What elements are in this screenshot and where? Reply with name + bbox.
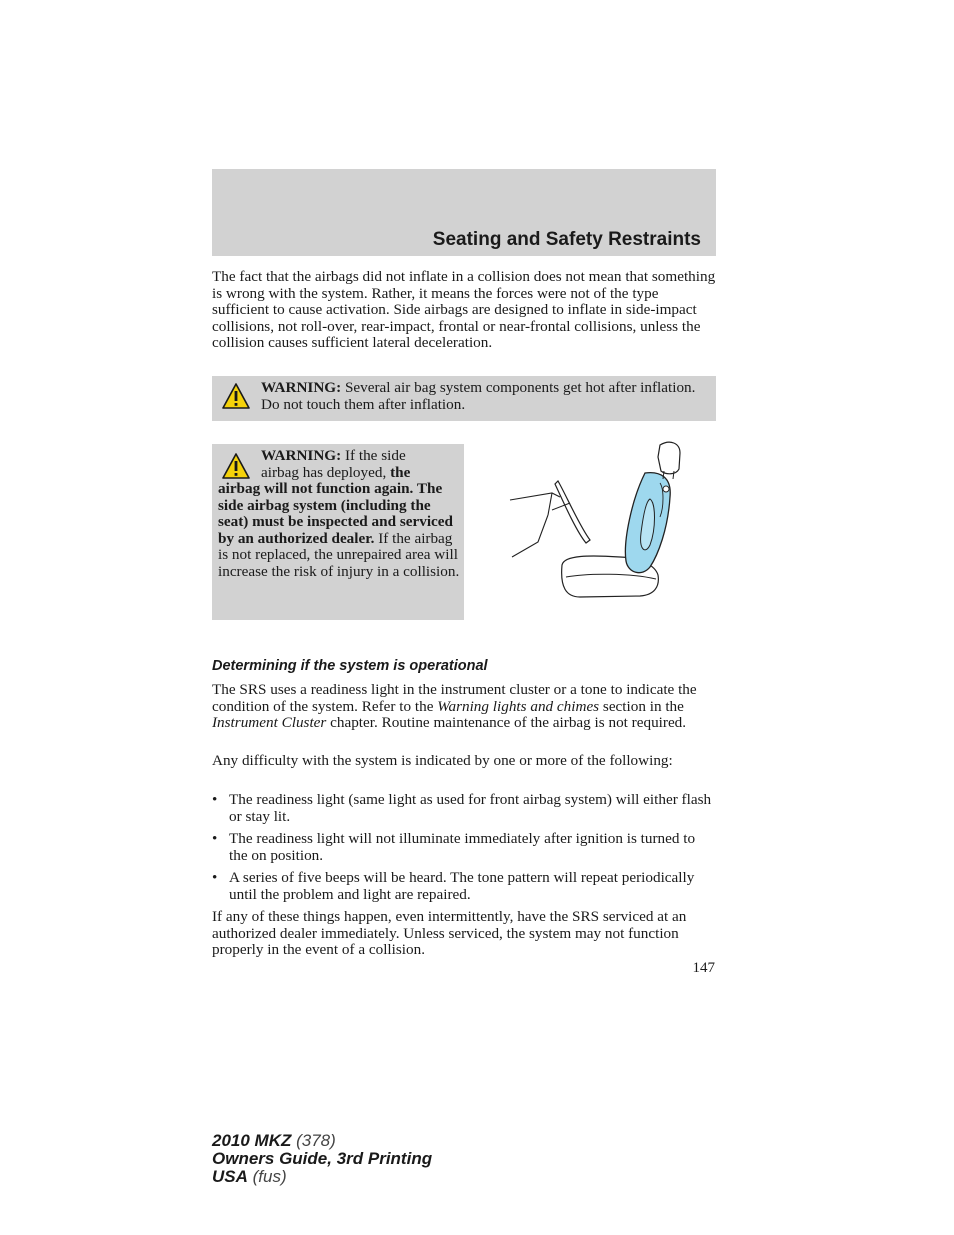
section-heading: Determining if the system is operational <box>212 658 488 674</box>
service-paragraph: If any of these things happen, even intermittently, have the SRS serviced at an authorized dealer immediately. Unless serviced, the system may not function properly in the event of a collision. <box>212 908 687 958</box>
warning-label: WARNING: <box>261 379 342 396</box>
footer-model-code: (378) <box>291 1131 336 1150</box>
difficulty-paragraph: Any difficulty with the system is indicated by one or more of the following: <box>212 752 673 769</box>
list-item <box>212 792 712 825</box>
intro-paragraph: The fact that the airbags did not inflate in a collision does not mean that something is wrong with the system. Rather, it means the forces were not of the type sufficient to cause activation. Side airbags are designed to inflate in side-impact collisions, not roll-over, rear-impact, frontal or near-frontal collisions, unless the collision causes sufficient lateral deceleration. <box>212 268 716 351</box>
warning-triangle-icon <box>221 382 251 410</box>
instrument-cluster-reference: Instrument Cluster <box>212 714 327 731</box>
list-item <box>212 831 712 864</box>
warning-lights-reference: Warning lights and chimes <box>437 697 600 715</box>
list-item-text: A series of five beeps will be heard. The tone pattern will repeat periodically until the problem and light are repaired. <box>229 869 695 903</box>
srs-paragraph <box>212 682 718 732</box>
section-header-band <box>212 169 716 256</box>
warning-bold-b: airbag will not function again. The side airbag system (including the seat) must be inspected and serviced by an authorized dealer. <box>218 480 453 547</box>
bullet-dot: • <box>212 791 218 808</box>
warning-text <box>218 448 462 580</box>
footer-edition: Owners Guide, 3rd Printing <box>212 1149 433 1168</box>
bullet-dot: • <box>212 830 218 847</box>
warning-bold-a: the <box>390 463 411 481</box>
warning-body-rest: If the airbag is not replaced, the unrepaired area will increase the risk of injury in a collision. <box>218 529 460 580</box>
footer-region-code: (fus) <box>247 1167 287 1186</box>
list-item <box>212 870 712 903</box>
footer-region: USA <box>212 1167 248 1186</box>
warning-box-deployed-airbag <box>212 444 464 620</box>
page-number: 147 <box>692 960 715 976</box>
warning-body: Several air bag system components get hot after inflation. Do not touch them after inflation. <box>261 379 696 413</box>
warning-box-hot-components <box>212 376 716 421</box>
section-title: Seating and Safety Restraints <box>432 229 701 250</box>
bullet-dot: • <box>212 869 218 886</box>
list-item-text: The readiness light will not illuminate immediately after ignition is turned to the on position. <box>229 830 696 864</box>
document-footer <box>212 1132 432 1186</box>
srs-text-a: The SRS uses a readiness light in the instrument cluster or a tone to indicate the condition of the system. Refer to the <box>212 681 697 715</box>
warning-body-start: If the side <box>341 447 406 464</box>
seat-side-airbag-illustration <box>500 437 690 602</box>
warning-body-line2: airbag has deployed, <box>261 463 391 481</box>
srs-text-b: section in the <box>599 697 684 715</box>
warning-text <box>261 380 701 413</box>
footer-model: 2010 MKZ <box>212 1131 292 1150</box>
warning-label: WARNING: <box>261 447 342 464</box>
list-item-text: The readiness light (same light as used for front airbag system) will either flash or stay lit. <box>229 791 712 825</box>
srs-text-c: chapter. Routine maintenance of the airbag is not required. <box>326 714 687 731</box>
